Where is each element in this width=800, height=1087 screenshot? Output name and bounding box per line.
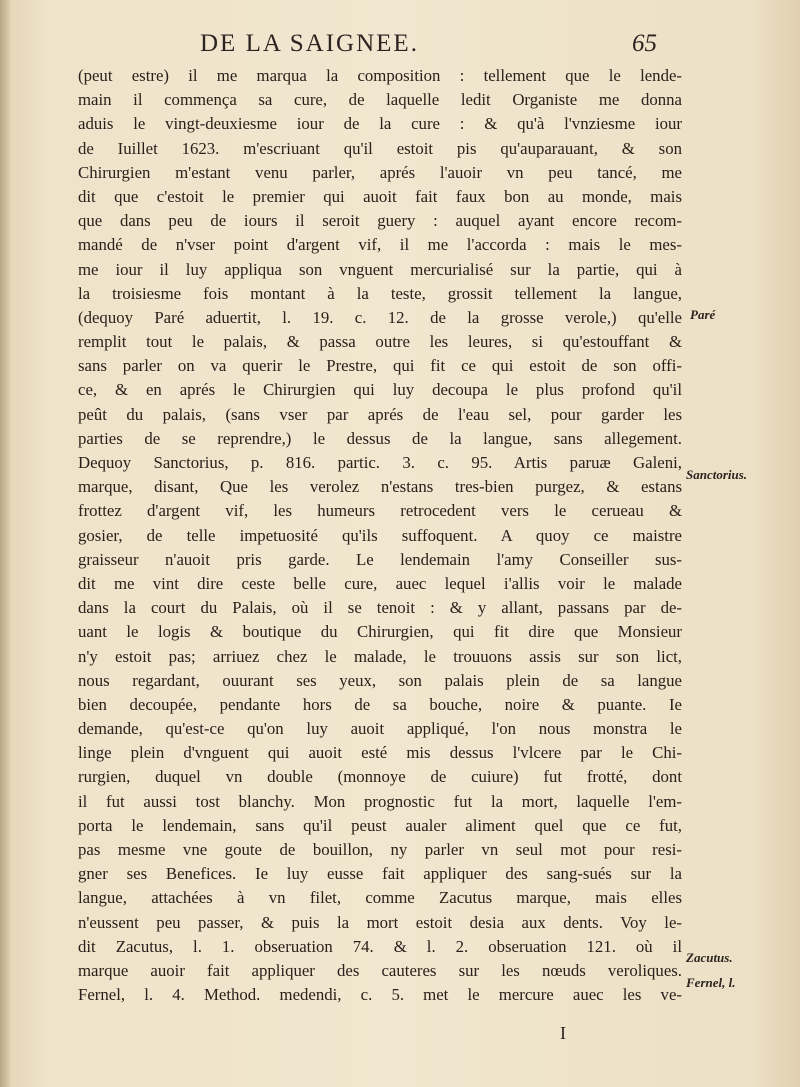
text-line: marque auoir fait appliquer des cauteres sur les nœuds veroliques. xyxy=(78,960,682,980)
margin-note: Zacutus. xyxy=(686,950,733,965)
text-line: linge plein d'vnguent qui auoit esté mis dessus l'vlcere par le Chi- xyxy=(78,743,682,763)
text-line: n'y estoit pas; arriuez chez le malade, le trouuons assis sur son lict, xyxy=(78,646,682,666)
signature-mark: I xyxy=(560,1023,566,1043)
text-line: dit Zacutus, l. 1. obseruation 74. & l. 2. obseruation 121. où il xyxy=(78,936,682,956)
text-line: Fernel, l. 4. Method. medendi, c. 5. met le mercure auec les ve- xyxy=(78,985,682,1005)
text-line: remplit tout le palais, & passa outre les leures, si qu'estouffant & xyxy=(78,332,682,352)
text-line: porta le lendemain, sans qu'il peust aualer aliment quel que ce fut, xyxy=(78,815,682,835)
text-body xyxy=(78,64,682,1007)
margin-note: Sanctorius. xyxy=(686,467,748,482)
text-line: dans la court du Palais, où il se tenoit : & y allant, passans par de- xyxy=(78,598,682,618)
text-line: (peut estre) il me marqua la composition : tellement que le lende- xyxy=(78,66,682,85)
text-line: (dequoy Paré aduertit, l. 19. c. 12. de la grosse verole,) qu'elle xyxy=(78,307,682,327)
text-line: demande, qu'est-ce qu'on luy auoit appliqué, l'on nous monstra le xyxy=(78,719,682,739)
text-line: langue, attachées à vn filet, comme Zacutus marque, mais elles xyxy=(78,888,682,908)
text-line: Dequoy Sanctorius, p. 816. partic. 3. c. 95. Artis paruæ Galeni, xyxy=(78,453,682,472)
text-line: peût du palais, (sans vser par aprés de l'eau sel, pour garder les xyxy=(78,404,682,424)
text-line: dit me vint dire ceste belle cure, auec lequel i'allis voir le malade xyxy=(78,573,682,593)
text-line: ce, & en aprés le Chirurgien qui luy decoupa le plus profond qu'il xyxy=(78,380,682,400)
margin-note: Paré xyxy=(690,307,716,322)
page-gutter xyxy=(0,0,10,1087)
text-line: me iour il luy appliqua son vnguent mercurialisé sur la partie, qui à xyxy=(78,259,682,279)
text-line: dit que c'estoit le premier qui auoit fait faux bon au monde, mais xyxy=(78,186,682,206)
text-line: sans parler on va querir le Prestre, qui fit ce qui estoit de son offi- xyxy=(78,356,682,376)
text-line: aduis le vingt-deuxiesme iour de la cure : & qu'à l'vnziesme iour xyxy=(78,114,682,134)
text-line: Chirurgien m'estant venu parler, aprés l'auoir vn peu tancé, me xyxy=(78,162,682,182)
text-line: la troisiesme fois montant à la teste, grossit tellement la langue, xyxy=(78,283,682,303)
margin-note: Fernel, l. xyxy=(686,975,736,990)
text-line: que dans peu de iours il seroit guery : auquel ayant encore recom- xyxy=(78,211,682,231)
text-line: main il commença sa cure, de laquelle ledit Organiste me donna xyxy=(78,90,682,110)
text-line: gosier, de telle impetuosité qu'ils suffoquent. A quoy ce maistre xyxy=(78,525,682,545)
running-title: DE LA SAIGNEE. xyxy=(200,30,419,57)
text-line: il fut aussi tost blanchy. Mon prognostic fut la mort, laquelle l'em- xyxy=(78,791,682,811)
text-line: parties de se reprendre,) le dessus de la langue, sans allegement. xyxy=(78,428,682,448)
text-line: graisseur n'auoit pris garde. Le lendemain l'amy Conseiller sus- xyxy=(78,549,682,569)
text-line: marque, disant, Que les verolez n'estans tres-bien purgez, & estans xyxy=(78,477,682,497)
text-line: uant le logis & boutique du Chirurgien, qui fit dire que Monsieur xyxy=(78,622,682,642)
text-line: mandé de n'vser point d'argent vif, il me l'accorda : mais le mes- xyxy=(78,235,682,255)
text-line: gner ses Benefices. Ie luy eusse fait appliquer des sang-sués sur la xyxy=(78,864,682,884)
text-line: bien decoupée, pendante hors de sa bouche, noire & puante. Ie xyxy=(78,694,682,714)
text-line: frottez d'argent vif, les humeurs retrocedent vers le cerueau & xyxy=(78,501,682,521)
text-line: pas mesme vne goute de bouillon, ny parler vn seul mot pour resi- xyxy=(78,840,682,859)
text-line: rurgien, duquel vn double (monnoye de cuiure) fut frotté, dont xyxy=(78,767,682,787)
text-line: de Iuillet 1623. m'escriuant qu'il estoit pis qu'auparauant, & son xyxy=(78,138,682,158)
text-line: n'eussent peu passer, & puis la mort estoit desia aux dents. Voy le- xyxy=(78,912,682,932)
page-number: 65 xyxy=(632,30,657,57)
text-line: nous regardant, ouurant ses yeux, son palais plein de sa langue xyxy=(78,670,682,690)
